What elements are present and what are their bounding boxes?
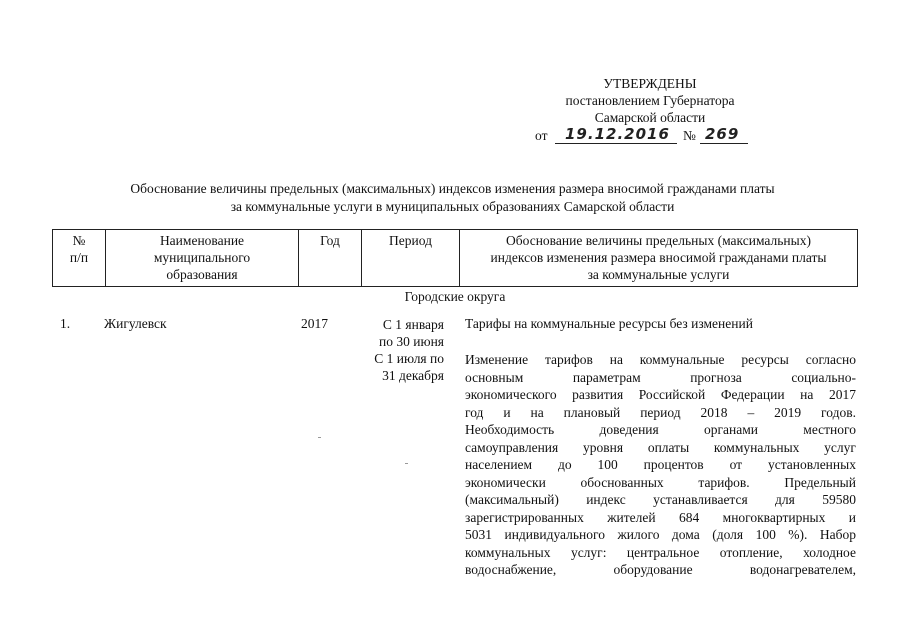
approval-block	[520, 75, 780, 126]
header-year	[298, 230, 361, 286]
period-1-line: по 30 июня	[379, 334, 444, 349]
title-line-2: за коммунальные услуги в муниципальных образованиях Самарской области	[230, 199, 675, 214]
period-1-line: С 1 января	[382, 317, 444, 332]
approval-region: Самарской области	[594, 110, 706, 125]
header-justification-line: Обоснование величины предельных (максимальных)	[506, 233, 811, 248]
header-name-line: образования	[166, 267, 238, 282]
row-desc-period-1: Тарифы на коммунальные ресурсы без изменений	[465, 316, 753, 331]
desc-line: зарегистрированных жителей 684 многоквартирных и	[465, 509, 856, 525]
row-municipality: Жигулевск	[104, 316, 167, 331]
table-header	[52, 229, 858, 287]
header-num	[53, 230, 105, 286]
period-2-line: С 1 июля по	[374, 351, 444, 366]
desc-line: Изменение тарифов на коммунальные ресурсы согласно	[465, 352, 856, 367]
header-name-line: муниципального	[153, 250, 251, 265]
desc-line: Необходимость доведения органами местного	[465, 422, 856, 437]
number-underline	[700, 143, 748, 144]
date-prefix: от	[535, 128, 548, 143]
desc-line: 5031 индивидуального жилого дома (доля 100 %). Набор	[465, 527, 856, 542]
desc-line: основным параметрам прогноза социально-	[465, 369, 856, 385]
desc-line: год и на плановый период 2018 – 2019 годов.	[465, 404, 856, 420]
header-justification-line: индексов изменения размера вносимой гражданами платы	[490, 250, 827, 265]
approval-date-line	[535, 126, 775, 148]
row-number: 1.	[60, 316, 71, 331]
header-period-text: Период	[389, 233, 432, 248]
approval-title: УТВЕРЖДЕНЫ	[603, 76, 697, 91]
header-period	[361, 230, 459, 286]
desc-line: коммунальных услуг: центральное отопление, холодное	[465, 544, 856, 560]
desc-line: экономического развития Российской Федерации на 2017	[465, 387, 856, 402]
header-year-text: Год	[320, 233, 340, 248]
period-2-line: 31 декабря	[382, 368, 444, 383]
desc-line: самоуправления уровня оплаты коммунальных услуг	[465, 439, 856, 455]
desc-line: экономически обоснованных тарифов. Предельный	[465, 474, 856, 490]
desc-line: водоснабжение, оборудование водонагревателем,	[465, 562, 856, 577]
header-justification-line: за коммунальные услуги	[587, 267, 730, 282]
date-underline	[555, 143, 677, 144]
row-period	[356, 316, 444, 384]
row-year: 2017	[301, 316, 328, 331]
number-sign: №	[683, 128, 696, 143]
document-title	[60, 180, 845, 216]
section-heading: Городские округа	[404, 289, 506, 304]
row-desc-period-2	[465, 351, 856, 579]
number-handwritten: 269	[705, 125, 740, 143]
desc-line: (максимальный) индекс устанавливается для 59580	[465, 492, 856, 507]
scan-speck	[405, 463, 408, 464]
approval-decree: постановлением Губернатора	[565, 93, 735, 108]
date-handwritten: 19.12.2016	[565, 125, 670, 143]
scan-speck	[318, 437, 321, 438]
header-num-line: №	[72, 233, 86, 248]
title-line-1: Обоснование величины предельных (максимальных) индексов изменения размера вносимой гражданами платы	[130, 181, 775, 196]
header-num-line: п/п	[69, 250, 89, 265]
desc-line: населением до 100 процентов от установленных	[465, 457, 856, 472]
header-name-line: Наименование	[159, 233, 245, 248]
header-justification	[459, 230, 857, 286]
header-name	[105, 230, 298, 286]
